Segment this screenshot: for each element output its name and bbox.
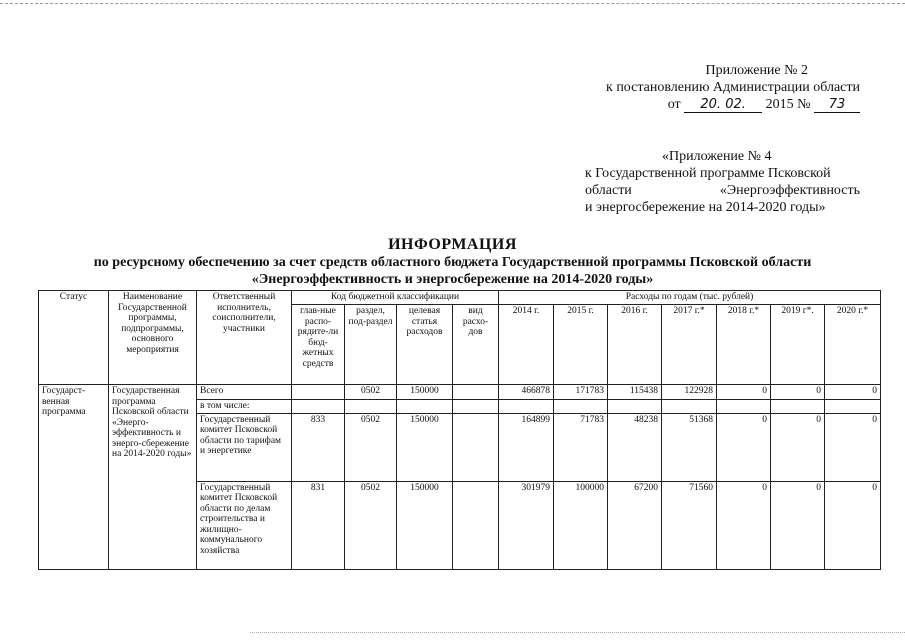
empty-cell bbox=[499, 400, 554, 414]
header-year-2018: 2018 г.* bbox=[717, 305, 771, 385]
header-razdel: раздел, под-раздел bbox=[345, 305, 397, 385]
appendix-4-title: «Приложение № 4 bbox=[662, 149, 772, 164]
appendix-4-line3b: «Энергоэффективность bbox=[719, 183, 860, 198]
value-2014: 164899 bbox=[499, 413, 554, 481]
empty-cell bbox=[554, 400, 608, 414]
header-year-2016: 2016 г. bbox=[608, 305, 662, 385]
from-prefix: от bbox=[667, 97, 681, 112]
appendix-2-title: Приложение № 2 bbox=[705, 63, 808, 78]
heading-title: ИНФОРМАЦИЯ bbox=[388, 236, 517, 253]
appendix-4-line3 bbox=[570, 182, 860, 199]
empty-cell bbox=[771, 400, 825, 414]
value-2014: 301979 bbox=[499, 481, 554, 569]
grbs-cell bbox=[292, 385, 345, 400]
value-2020: 0 bbox=[825, 385, 881, 400]
appendix-2-date-line bbox=[560, 96, 860, 113]
executor-cell: Государственный комитет Псковской области по тарифам и энергетике bbox=[197, 413, 292, 481]
header-year-2020: 2020 г.* bbox=[825, 305, 881, 385]
header-year-2019: 2019 г*. bbox=[771, 305, 825, 385]
executor-cell: Государственный комитет Псковской области по делам строительства и жилищно-коммунального хозяйства bbox=[197, 481, 292, 569]
value-2020: 0 bbox=[825, 413, 881, 481]
value-2018: 0 bbox=[717, 413, 771, 481]
vr-cell bbox=[453, 385, 499, 400]
value-2018: 0 bbox=[717, 481, 771, 569]
heading-line2: по ресурсному обеспечению за счет средств областного бюджета Государственной программы Псковской области bbox=[93, 255, 812, 270]
vr-cell bbox=[453, 413, 499, 481]
executor-cell: Всего bbox=[197, 385, 292, 400]
razdel-cell: 0502 bbox=[345, 481, 397, 569]
empty-cell bbox=[292, 400, 345, 414]
header-executor: Ответственный исполнитель, соисполнители, участники bbox=[197, 291, 292, 385]
empty-cell bbox=[825, 400, 881, 414]
handwritten-number: 73 bbox=[814, 98, 860, 113]
value-2015: 171783 bbox=[554, 385, 608, 400]
value-2016: 48238 bbox=[608, 413, 662, 481]
csr-cell: 150000 bbox=[397, 481, 453, 569]
appendix-4-line3a: области bbox=[585, 183, 632, 198]
status-cell: Государст-венная программа bbox=[39, 385, 109, 570]
header-csr: целевая статья расходов bbox=[397, 305, 453, 385]
handwritten-date: 20. 02. bbox=[684, 98, 762, 113]
header-year-2015: 2015 г. bbox=[554, 305, 608, 385]
value-2015: 71783 bbox=[554, 413, 608, 481]
value-2017: 51368 bbox=[662, 413, 717, 481]
value-2019: 0 bbox=[771, 385, 825, 400]
empty-cell bbox=[453, 400, 499, 414]
document-heading bbox=[30, 236, 875, 288]
razdel-cell: 0502 bbox=[345, 413, 397, 481]
heading-line3: «Энергоэффективность и энергосбережение на 2014-2020 годы» bbox=[251, 272, 654, 287]
vr-cell bbox=[453, 481, 499, 569]
razdel-cell: 0502 bbox=[345, 385, 397, 400]
empty-cell bbox=[397, 400, 453, 414]
appendix-4-line2: к Государственной программе Псковской bbox=[585, 166, 831, 181]
empty-cell bbox=[345, 400, 397, 414]
value-2019: 0 bbox=[771, 413, 825, 481]
executor-cell: в том числе: bbox=[197, 400, 292, 414]
table-row-total bbox=[39, 385, 881, 400]
header-grbs: глав-ные распо-рядите-ли бюд-жетных средств bbox=[292, 305, 345, 385]
scan-bottom-edge bbox=[250, 632, 905, 633]
appendix-2-subtitle: к постановлению Администрации области bbox=[606, 80, 860, 95]
value-2017: 122928 bbox=[662, 385, 717, 400]
header-name: Наименование Государственной программы, подпрограммы, основного мероприятия bbox=[109, 291, 197, 385]
empty-cell bbox=[662, 400, 717, 414]
value-2014: 466878 bbox=[499, 385, 554, 400]
year-number-label: 2015 № bbox=[765, 97, 811, 112]
grbs-cell: 831 bbox=[292, 481, 345, 569]
value-2020: 0 bbox=[825, 481, 881, 569]
appendix-2-block bbox=[560, 62, 860, 113]
header-year-2014: 2014 г. bbox=[499, 305, 554, 385]
scan-top-edge bbox=[0, 3, 905, 4]
value-2016: 67200 bbox=[608, 481, 662, 569]
empty-cell bbox=[608, 400, 662, 414]
csr-cell: 150000 bbox=[397, 413, 453, 481]
program-name-cell: Государственная программа Псковской области «Энерго-эффективность и энерго-сбережение на 2014-2020 годы» bbox=[109, 385, 197, 570]
value-2018: 0 bbox=[717, 385, 771, 400]
csr-cell: 150000 bbox=[397, 385, 453, 400]
appendix-4-block bbox=[570, 148, 860, 216]
value-2017: 71560 bbox=[662, 481, 717, 569]
header-row-1 bbox=[39, 291, 881, 305]
value-2019: 0 bbox=[771, 481, 825, 569]
grbs-cell: 833 bbox=[292, 413, 345, 481]
value-2016: 115438 bbox=[608, 385, 662, 400]
value-2015: 100000 bbox=[554, 481, 608, 569]
empty-cell bbox=[717, 400, 771, 414]
resource-table bbox=[38, 290, 881, 570]
header-year-2017: 2017 г.* bbox=[662, 305, 717, 385]
header-vr: вид расхо-дов bbox=[453, 305, 499, 385]
header-status: Статус bbox=[39, 291, 109, 385]
appendix-4-line4: и энергосбережение на 2014-2020 годы» bbox=[585, 200, 826, 215]
header-expenses: Расходы по годам (тыс. рублей) bbox=[499, 291, 881, 305]
header-budget-code: Код бюджетной классификации bbox=[292, 291, 499, 305]
